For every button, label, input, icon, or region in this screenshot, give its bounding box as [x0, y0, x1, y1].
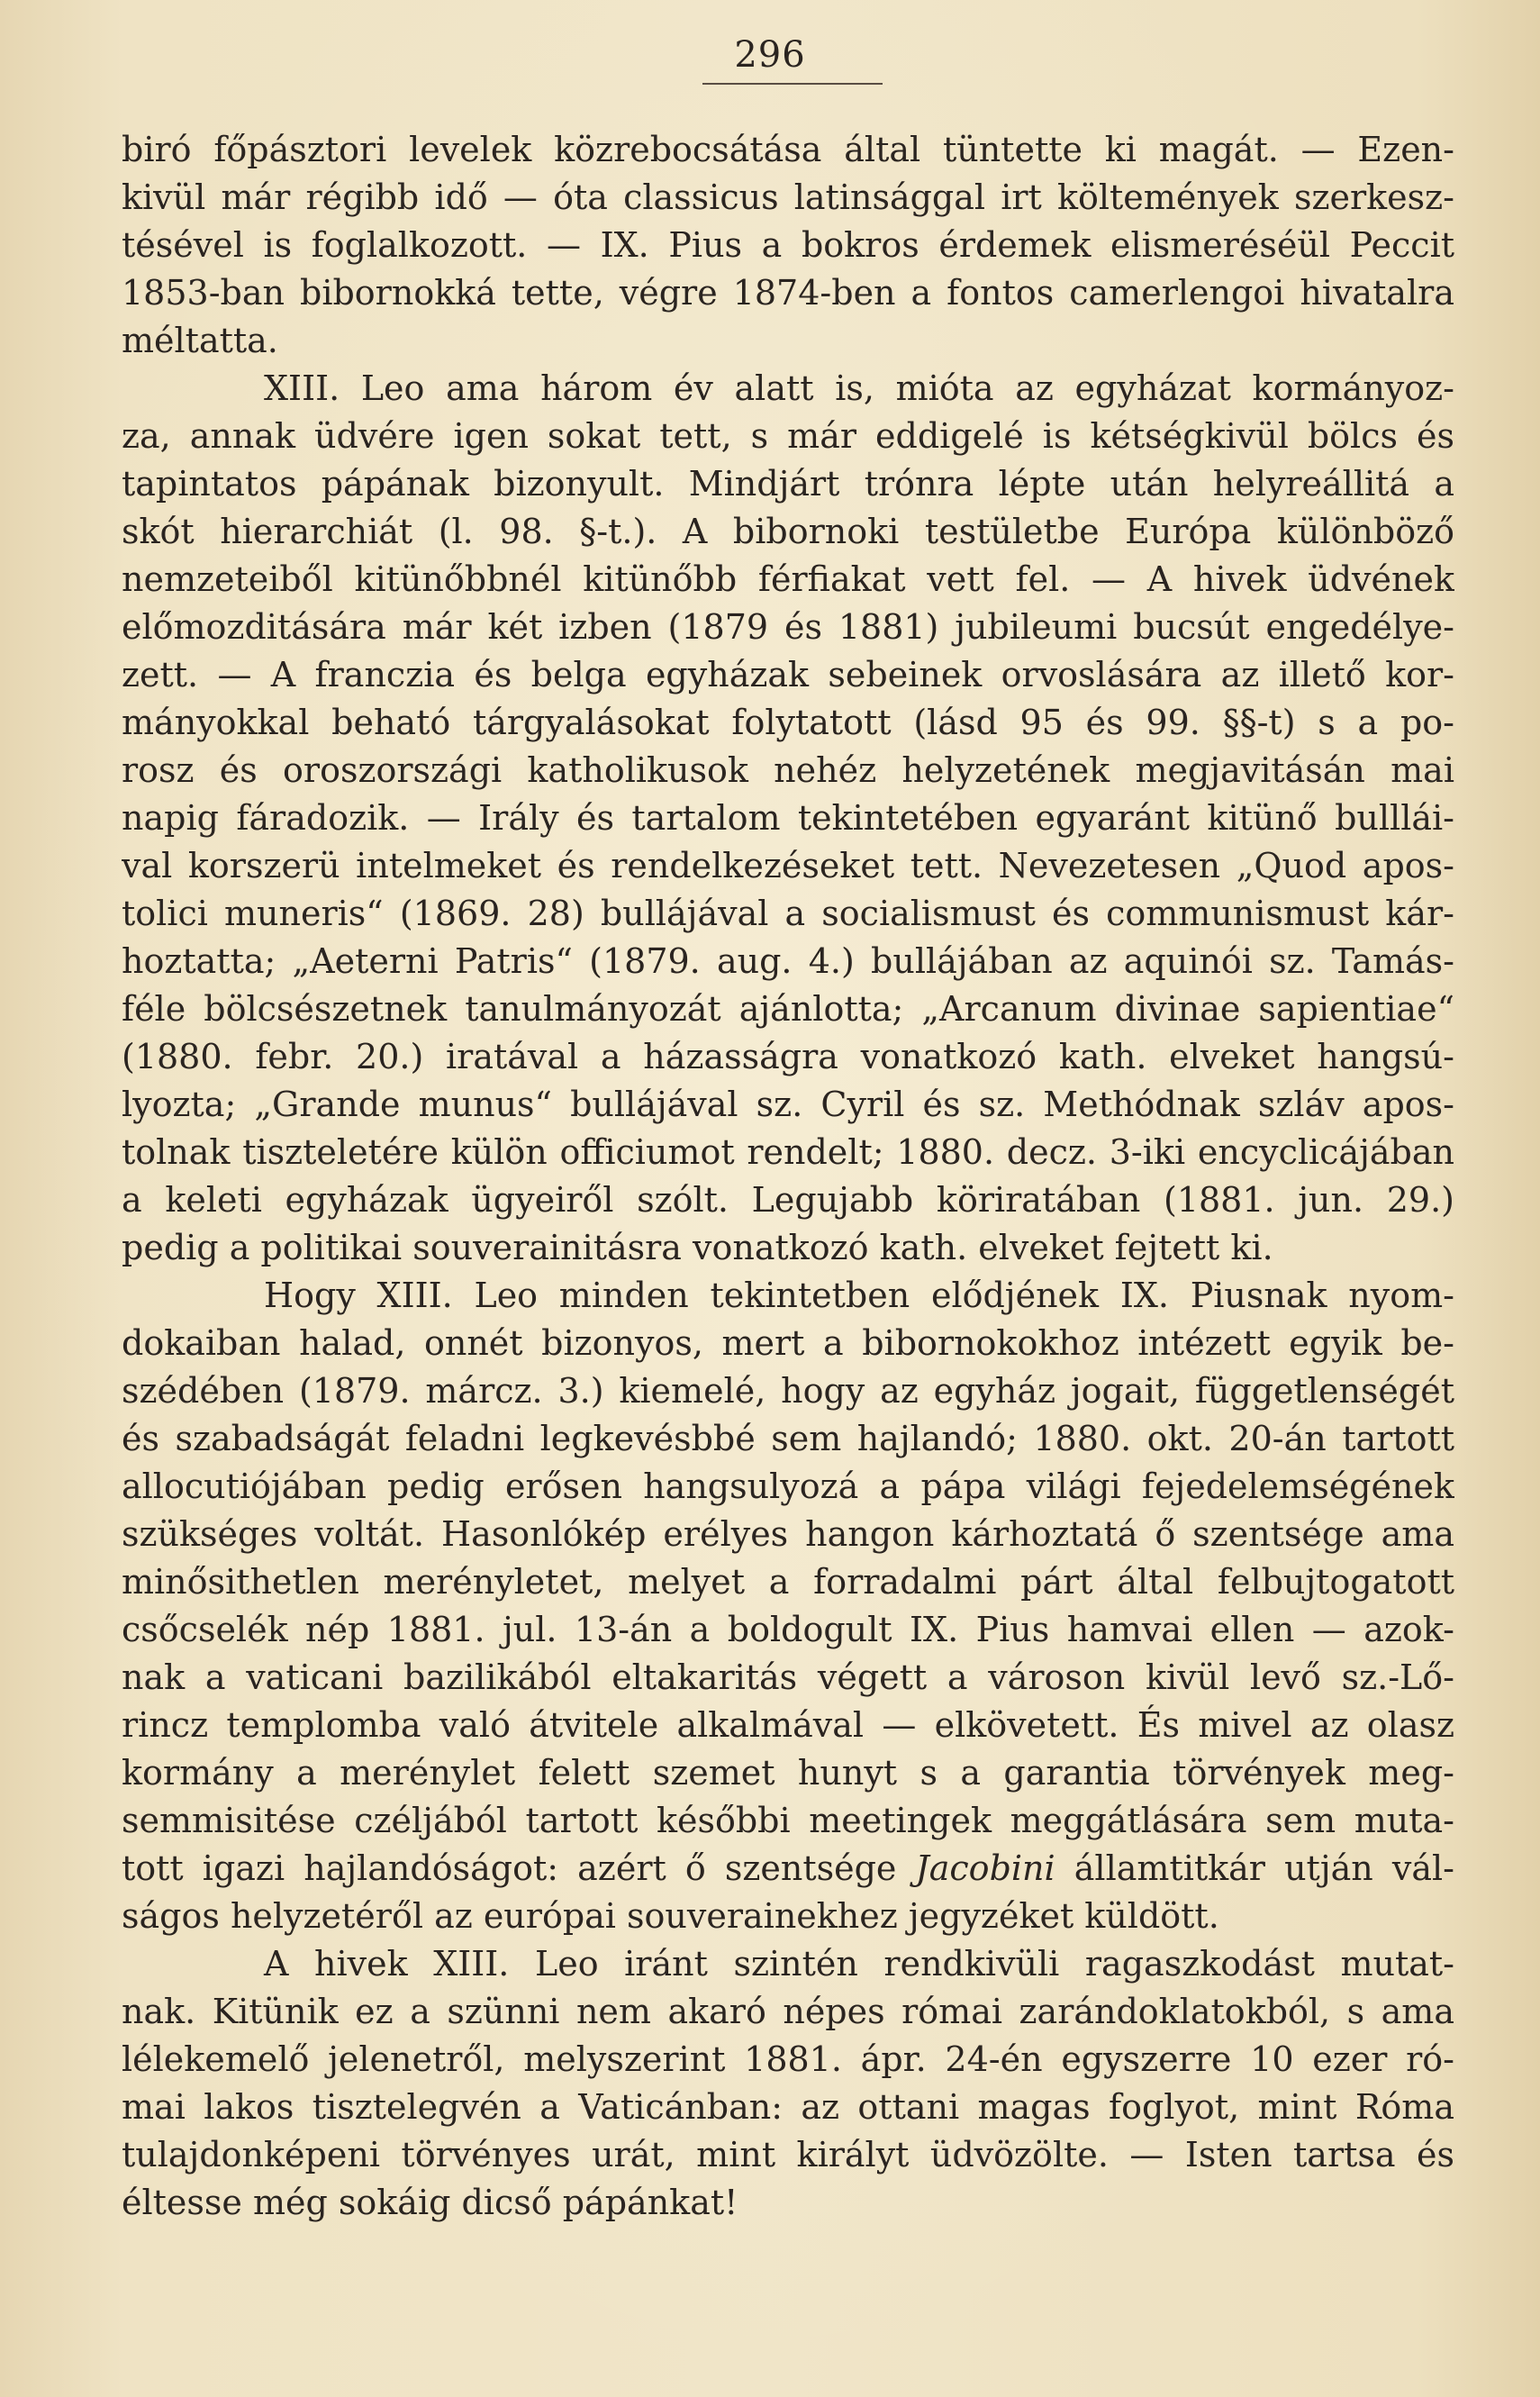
- text-line: kivül már régibb idő — óta classicus latinsággal irt költemények szerkesz-: [122, 177, 1454, 217]
- text-line: kormány a merénylet felett szemet hunyt s a garantia törvények meg-: [122, 1753, 1454, 1793]
- text-line: mányokkal beható tárgyalásokat folytatott (lásd 95 és 99. §§-t) s a po-: [122, 703, 1454, 742]
- paragraph-2: [122, 365, 1454, 1272]
- text-line: féle bölcsészetnek tanulmányozát ajánlotta; „Arcanum divinae sapientiae“: [122, 989, 1454, 1029]
- italic-name: Jacobini: [915, 1848, 1055, 1888]
- paragraph-4: [122, 1940, 1454, 2227]
- text-line: minősithetlen merényletet, melyet a forradalmi párt által felbujtogatott: [122, 1562, 1454, 1602]
- text-line: és szabadságát feladni legkevésbbé sem hajlandó; 1880. okt. 20-án tartott: [122, 1419, 1454, 1458]
- text-line: rincz templomba való átvitele alkalmával — elkövetett. És mivel az olasz: [122, 1705, 1454, 1745]
- text-line: 1853-ban bibornokká tette, végre 1874-ben a fontos camerlengoi hivatalra: [122, 273, 1454, 313]
- text-line: tolici muneris“ (1869. 28) bullájával a socialismust és communismust kár-: [122, 894, 1454, 933]
- paragraph-3: [122, 1272, 1454, 1940]
- body-text: [122, 126, 1454, 2227]
- text-line: éltesse még sokáig dicső pápánkat!: [122, 2183, 738, 2222]
- page-number: 296: [734, 34, 806, 76]
- text-line: csőcselék nép 1881. jul. 13-án a boldogult IX. Pius hamvai ellen — azok-: [122, 1610, 1454, 1649]
- text-line: val korszerü intelmeket és rendelkezéseket tett. Nevezetesen „Quod apos-: [122, 846, 1454, 885]
- text-line-with-italic: [122, 1845, 1454, 1893]
- text-line: szédében (1879. márcz. 3.) kiemelé, hogy az egyház jogait, függetlenségét: [122, 1371, 1454, 1411]
- text-line: dokaiban halad, onnét bizonyos, mert a bibornokokhoz intézett egyik be-: [122, 1323, 1454, 1363]
- text-line: pedig a politikai souverainitásra vonatkozó kath. elveket fejtett ki.: [122, 1228, 1273, 1267]
- text-line: nak. Kitünik ez a szünni nem akaró népes római zarándoklatokból, s ama: [122, 1992, 1454, 2031]
- text-line: allocutiójában pedig erősen hangsulyozá a pápa világi fejedelemségének: [122, 1466, 1454, 1506]
- text-line: mai lakos tisztelegvén a Vaticánban: az ottani magas foglyot, mint Róma: [122, 2087, 1454, 2127]
- text-line: semmisitése czéljából tartott későbbi meetingek meggátlására sem muta-: [122, 1801, 1454, 1840]
- text-line: napig fáradozik. — Irály és tartalom tekintetében egyaránt kitünő bulllái-: [122, 798, 1454, 838]
- text-line: nemzeteiből kitünőbbnél kitünőbb férfiakat vett fel. — A hivek üdvének: [122, 559, 1454, 599]
- text-line: (1880. febr. 20.) iratával a házasságra vonatkozó kath. elveket hangsú-: [122, 1037, 1454, 1076]
- text-line: nak a vaticani bazilikából eltakaritás végett a városon kivül levő sz.-Lő-: [122, 1657, 1454, 1697]
- text-line: skót hierarchiát (l. 98. §-t.). A bibornoki testületbe Európa különböző: [122, 512, 1454, 551]
- text-line: XIII. Leo ama három év alatt is, mióta az egyházat kormányoz-: [264, 368, 1454, 408]
- text-line: lyozta; „Grande munus“ bullájával sz. Cyril és sz. Methódnak szláv apos-: [122, 1085, 1454, 1124]
- text-line: ságos helyzetéről az európai souverainekhez jegyzéket küldött.: [122, 1896, 1219, 1936]
- text-line: méltatta.: [122, 321, 278, 360]
- text-segment: tott igazi hajlandóságot: azért ő szentsége: [122, 1848, 897, 1888]
- text-line: a keleti egyházak ügyeiről szólt. Legujabb köriratában (1881. jun. 29.): [122, 1180, 1454, 1220]
- text-line: hoztatta; „Aeterni Patris“ (1879. aug. 4.) bullájában az aquinói sz. Tamás-: [122, 941, 1454, 981]
- text-line: biró főpásztori levelek közrebocsátása által tüntette ki magát. — Ezen-: [122, 130, 1454, 169]
- text-line: tapintatos pápának bizonyult. Mindjárt trónra lépte után helyreállitá a: [122, 464, 1454, 504]
- text-line: lélekemelő jelenetről, melyszerint 1881. ápr. 24-én egyszerre 10 ezer ró-: [122, 2039, 1454, 2079]
- text-line: A hivek XIII. Leo iránt szintén rendkivüli ragaszkodást mutat-: [264, 1944, 1454, 1984]
- text-line: za, annak üdvére igen sokat tett, s már eddigelé is kétségkivül bölcs és: [122, 416, 1454, 456]
- text-line: szükséges voltát. Hasonlókép erélyes hangon kárhoztatá ő szentsége ama: [122, 1514, 1454, 1554]
- text-line: Hogy XIII. Leo minden tekintetben elődjének IX. Piusnak nyom-: [264, 1276, 1454, 1315]
- text-line: tulajdonképeni törvényes urát, mint királyt üdvözölte. — Isten tartsa és: [122, 2135, 1454, 2175]
- text-line: tésével is foglalkozott. — IX. Pius a bokros érdemek elismeréséül Peccit: [122, 225, 1454, 265]
- paragraph-1: [122, 126, 1454, 365]
- text-line: rosz és oroszországi katholikusok nehéz helyzetének megjavitásán mai: [122, 750, 1454, 790]
- text-line: zett. — A franczia és belga egyházak sebeinek orvoslására az illető kor-: [122, 655, 1454, 695]
- text-line: tolnak tiszteletére külön officiumot rendelt; 1880. decz. 3-iki encyclicájában: [122, 1132, 1454, 1172]
- text-line: előmozditására már két izben (1879 és 1881) jubileumi bucsút engedélye-: [122, 607, 1454, 647]
- text-segment: államtitkár utján vál-: [1073, 1848, 1454, 1888]
- header-rule: [702, 83, 883, 85]
